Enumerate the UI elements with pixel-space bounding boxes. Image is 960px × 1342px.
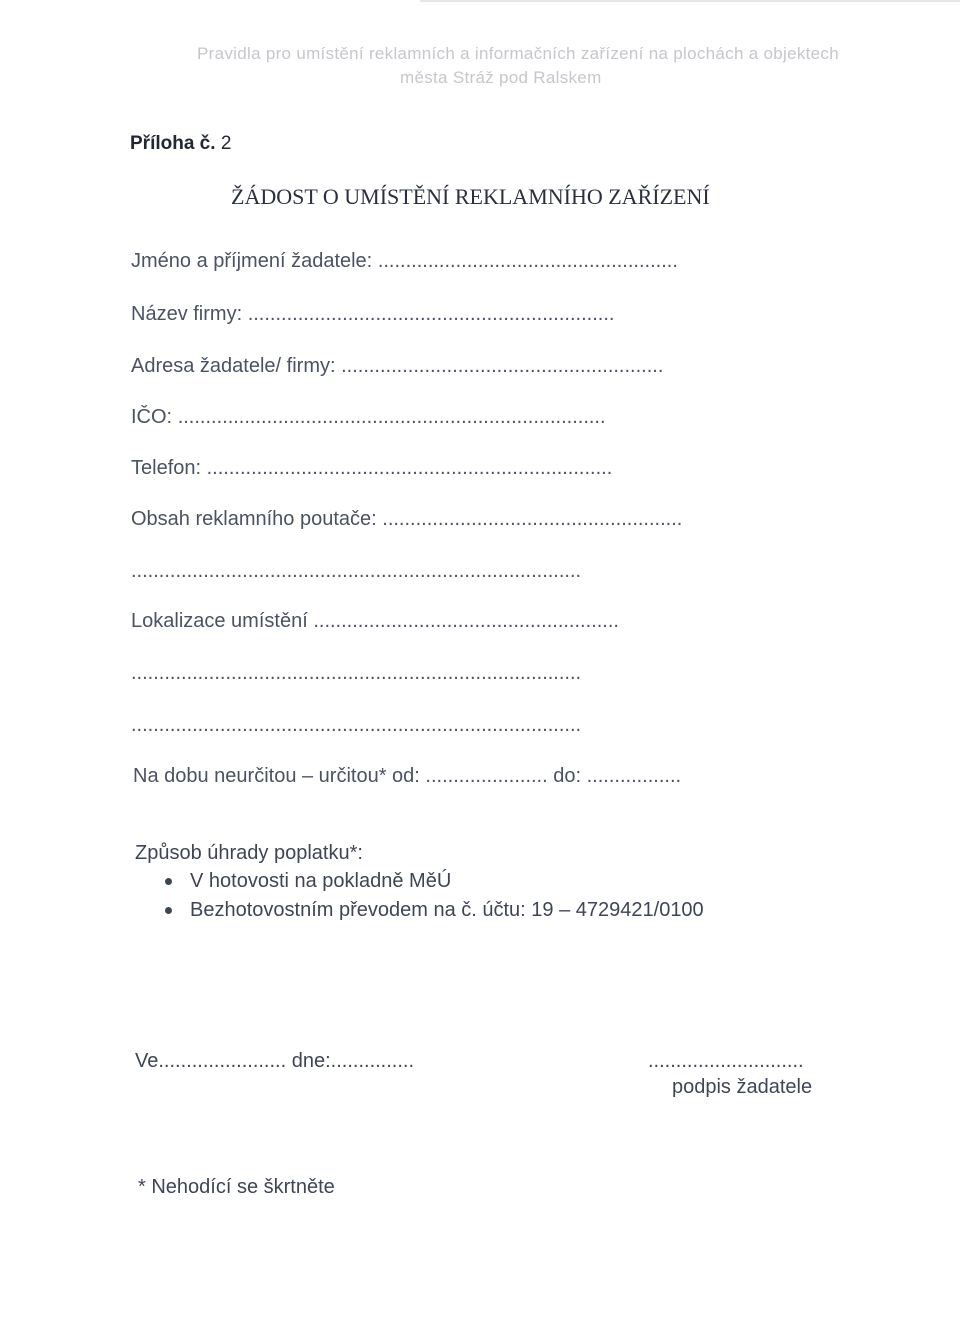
- signature-label: podpis žadatele: [672, 1076, 813, 1098]
- field-ad-content[interactable]: [131, 508, 682, 531]
- field-label: IČO:: [131, 406, 173, 428]
- fill-in-dots[interactable]: .......................................................: [313, 610, 619, 632]
- field-label: Adresa žadatele/ firmy:: [131, 355, 336, 377]
- place-label: Ve: [135, 1050, 159, 1072]
- field-label: Obsah reklamního poutače:: [131, 508, 377, 530]
- fill-in-dots[interactable]: ..........................................................: [341, 355, 664, 377]
- payment-option-transfer[interactable]: [160, 898, 704, 927]
- payment-method-title: Způsob úhrady poplatku*:: [135, 842, 363, 864]
- scan-edge-line: [420, 0, 960, 2]
- field-applicant-name[interactable]: [131, 250, 678, 273]
- field-phone[interactable]: [131, 457, 612, 480]
- period-to-label: do:: [553, 765, 582, 787]
- payment-option-cash[interactable]: [160, 869, 704, 898]
- period-from-dots[interactable]: ......................: [425, 765, 548, 787]
- annex-number: 2: [220, 133, 232, 154]
- field-address[interactable]: [131, 355, 663, 378]
- place-date-line[interactable]: [135, 1050, 414, 1073]
- payment-option-label: Bezhotovostním převodem na č. účtu: 19 – 4729421/0100: [190, 899, 704, 921]
- bullet-icon: [165, 878, 172, 885]
- period-to-dots[interactable]: .................: [586, 765, 682, 787]
- location-continuation-dots[interactable]: .................................................................................: [131, 714, 582, 736]
- date-label: dne:: [291, 1050, 331, 1072]
- fill-in-dots[interactable]: .........................................................................: [206, 457, 613, 479]
- field-label: Lokalizace umístění: [131, 610, 308, 632]
- signature-dots[interactable]: ............................: [648, 1050, 804, 1072]
- field-label: Jméno a příjmení žadatele:: [131, 250, 373, 272]
- field-label: Název firmy:: [131, 303, 243, 325]
- annex-label: [130, 133, 231, 155]
- field-ico[interactable]: [131, 406, 606, 429]
- field-location[interactable]: [131, 610, 619, 633]
- fill-in-dots[interactable]: ......................................................: [382, 508, 683, 530]
- form-title: ŽÁDOST O UMÍSTĚNÍ REKLAMNÍHO ZAŘÍZENÍ: [231, 184, 710, 209]
- field-company-name[interactable]: [131, 303, 614, 326]
- fill-in-dots[interactable]: ..................................................................: [247, 303, 615, 325]
- field-label: Na dobu neurčitou – určitou* od:: [133, 765, 420, 787]
- ad-content-continuation-dots[interactable]: .................................................................................: [131, 560, 582, 582]
- footnote: * Nehodící se škrtněte: [138, 1176, 335, 1198]
- date-dots[interactable]: ...............: [330, 1050, 415, 1072]
- fill-in-dots[interactable]: ......................................................: [377, 250, 678, 272]
- payment-option-label: V hotovosti na pokladně MěÚ: [190, 870, 452, 892]
- field-label: Telefon:: [131, 457, 202, 479]
- document-header-line-1: Pravidla pro umístění reklamních a informačních zařízení na plochách a objektech: [197, 44, 839, 63]
- annex-label-text: Příloha č.: [130, 133, 216, 154]
- bullet-icon: [165, 907, 172, 914]
- place-dots[interactable]: .......................: [158, 1050, 287, 1072]
- field-period[interactable]: [133, 765, 681, 788]
- document-header-line-2: města Stráž pod Ralskem: [400, 68, 602, 87]
- fill-in-dots[interactable]: .............................................................................: [177, 406, 606, 428]
- location-continuation-dots[interactable]: .................................................................................: [131, 662, 582, 684]
- payment-options-list: [160, 869, 704, 927]
